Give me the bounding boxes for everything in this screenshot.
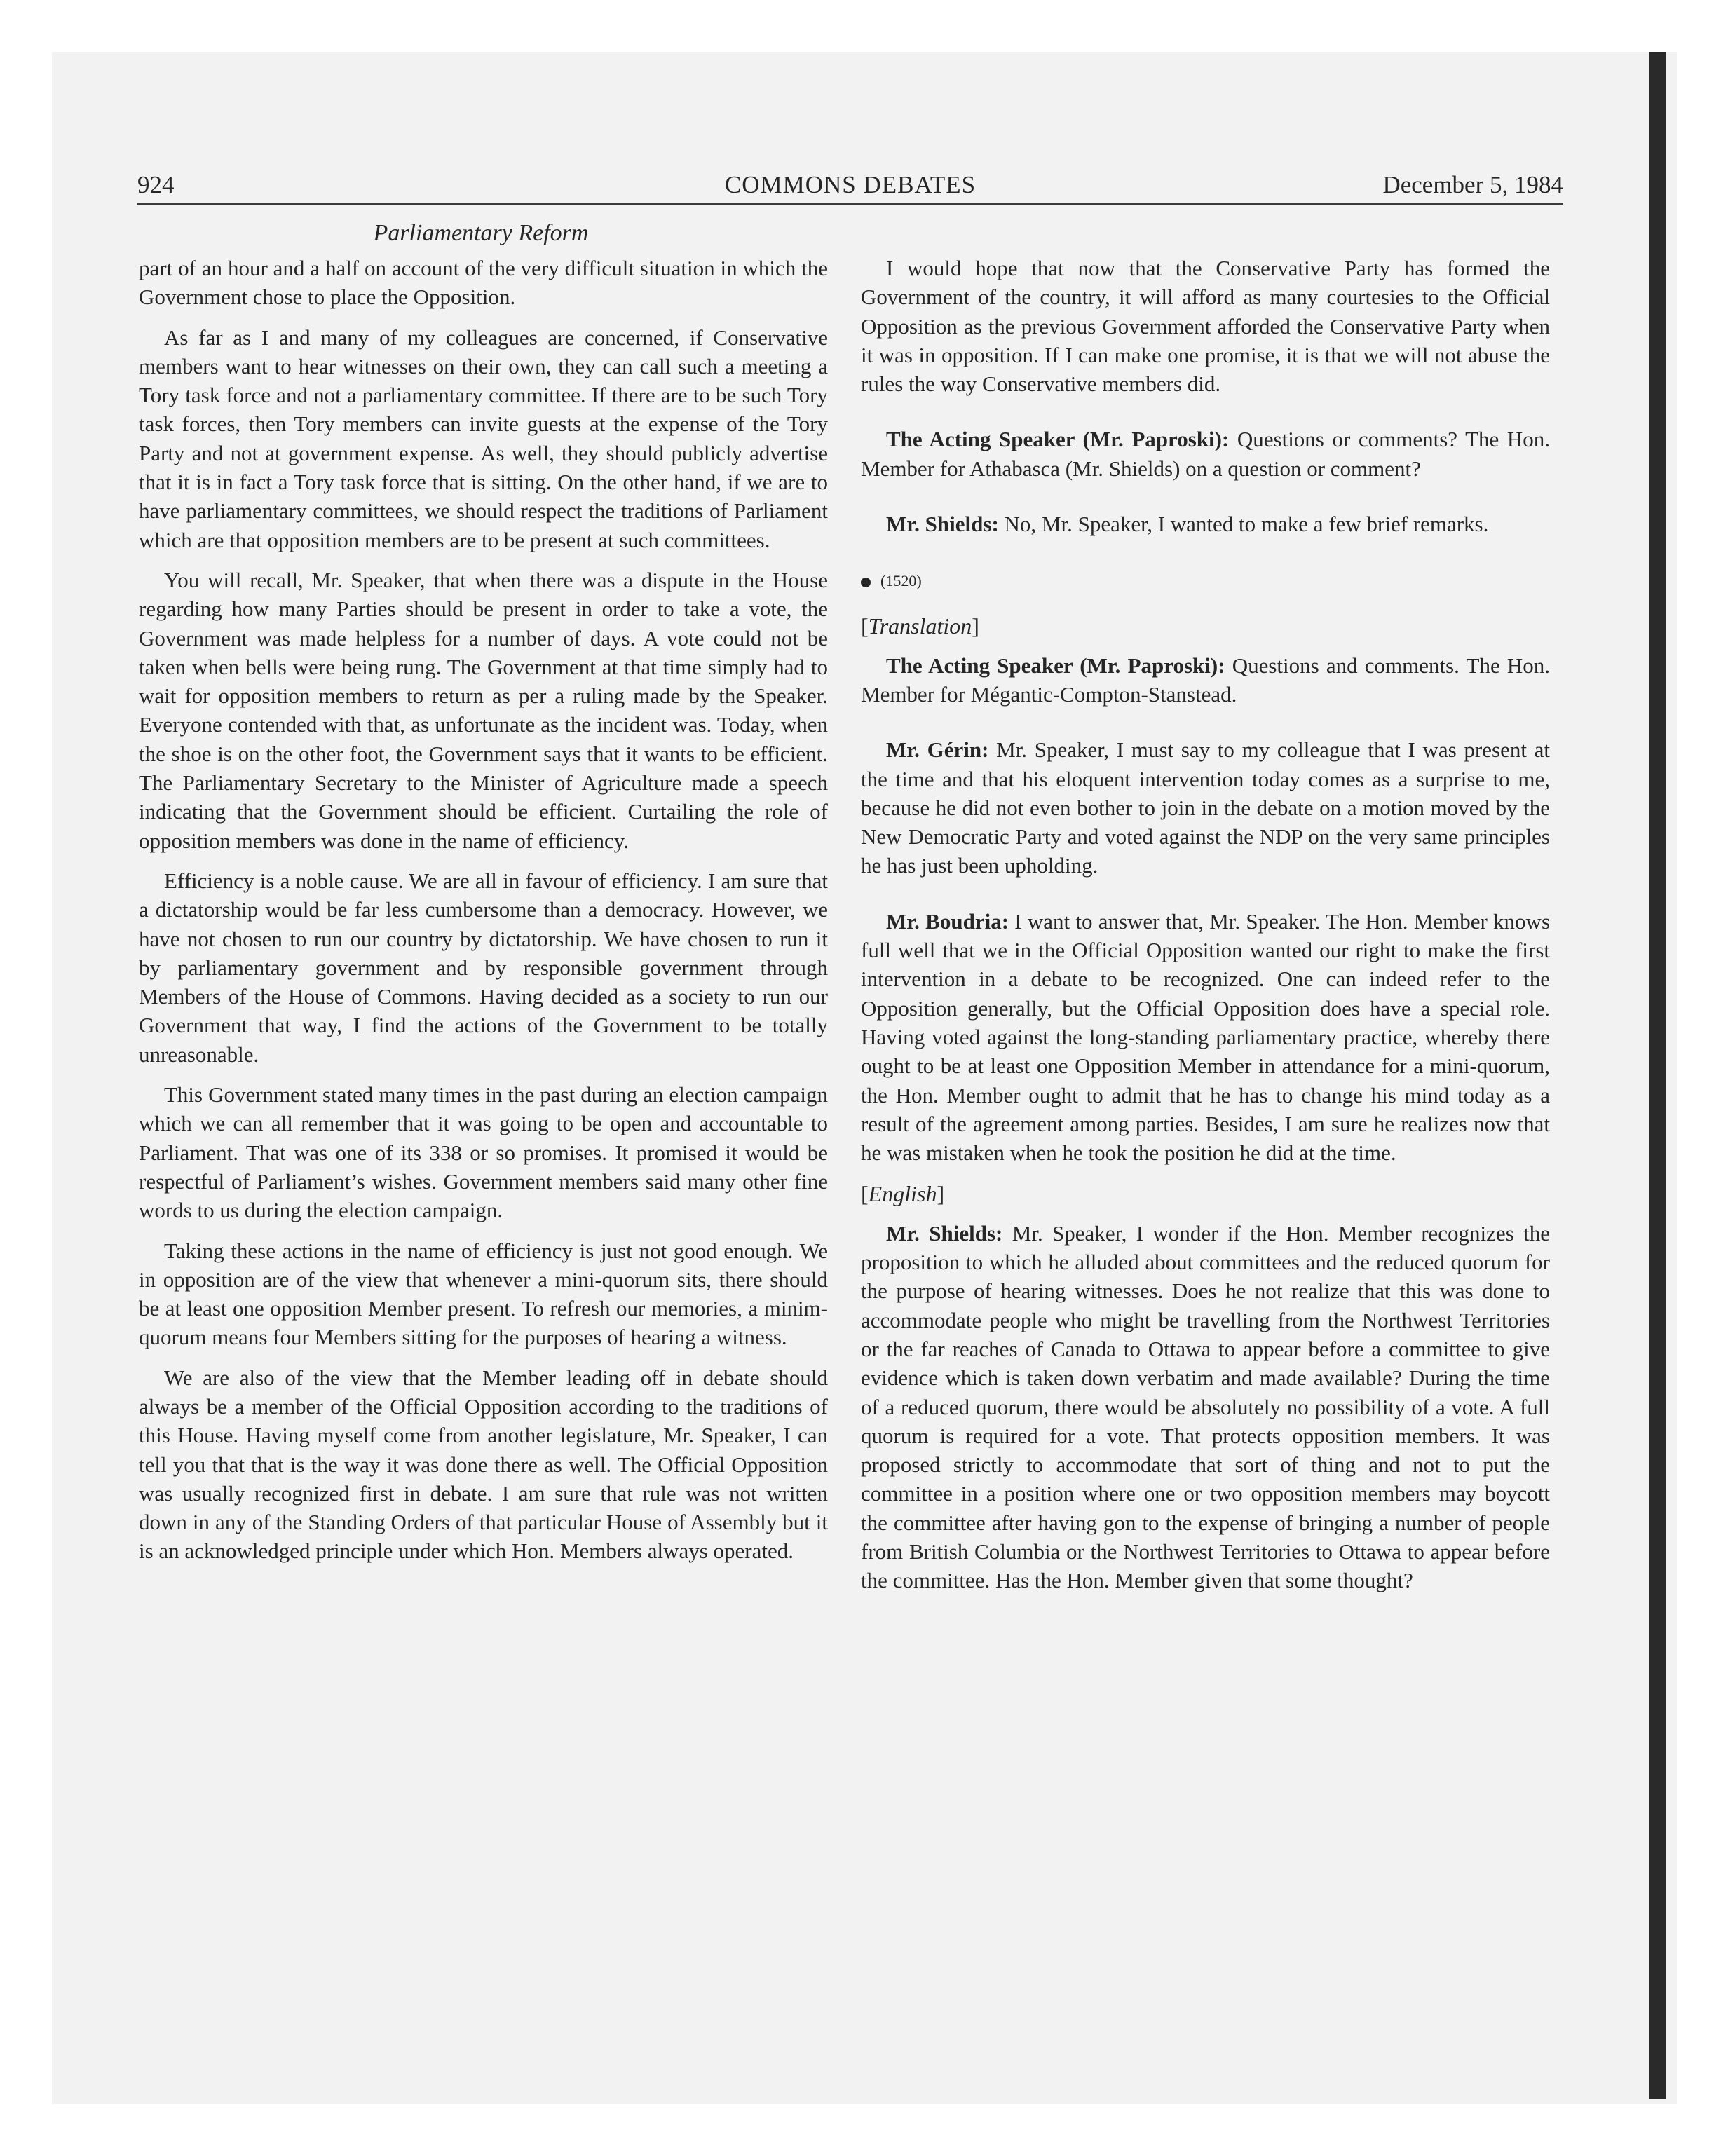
speech [861, 510, 1550, 538]
language-tag: [Translation] [861, 613, 979, 639]
paragraph: We are also of the view that the Member leading off in debate should always be a member of the Official Opposition according to the traditions of this House. Having myself come from another legislature, Mr. Speaker, I can tell you that that is the way it was done there as well. The Official Opposition was usually recognized first in debate. I am sure that rule was not written down in any of the Standing Orders of that particular House of Assembly but it is an acknowledged principle under which Hon. Members always operated. [139, 1365, 828, 1564]
speaker-name: Mr. Gérin: [886, 737, 989, 763]
speech-text: No, Mr. Speaker, I wanted to make a few brief remarks. [1004, 512, 1489, 537]
speaker-name: Mr. Shields: [886, 512, 999, 537]
time-marker [861, 566, 1550, 595]
paragraph: Taking these actions in the name of efficiency is just not good enough. We in opposition are of the view that whenever a mini-quorum sits, there should be at least one opposition Member present. To refresh our memories, a minim-quorum means four Members sitting for the purposes of hearing a witness. [139, 1238, 828, 1350]
paragraph: Efficiency is a noble cause. We are all in favour of efficiency. I am sure that a dictatorship would be far less cumbersome than a democracy. However, we have not chosen to run our country by dictatorship. We have chosen to run it by parliamentary government and by responsible government through Members of the House of Commons. Having decided as a society to run our Government that way, I find the actions of the Government to be totally unreasonable. [139, 868, 828, 1067]
issue-date: December 5, 1984 [1382, 171, 1563, 198]
speech-text: I want to answer that, Mr. Speaker. The Hon. Member knows full well that we in the Official Opposition wanted our right to make the first intervention in a debate to be recognized. One can indeed refer to the Opposition generally, but the Official Opposition does have a special role. Having voted against the long-standing parliamentary practice, whereby there ought to be at least one Opposition Member in attendance for a mini-quorum, the Hon. Member ought to admit that he has to change his mind today as a result of the agreement among parties. Besides, I am sure he realizes now that he was mistaken when he took the position he did at the time. [861, 908, 1551, 1166]
language-tag-text: English [868, 1181, 937, 1207]
right-column [861, 254, 1550, 1606]
paragraph: As far as I and many of my colleagues are concerned, if Conservative members want to hear witnesses on their own, they can call such a meeting a Tory task force and not a parliamentary committee. If there are to be such Tory task forces, then Tory members can invite guests at the expense of the Tory Party and not at government expense. As well, they should publicly advertise that it is in fact a Tory task force that is sitting. On the other hand, if we are to have parliamentary committees, we should respect the traditions of Parliament which are that opposition members are to be present at such committees. [139, 325, 828, 552]
header-rule [137, 203, 1563, 205]
page-header [137, 165, 1563, 205]
speech-text: Mr. Speaker, I wonder if the Hon. Member recognizes the proposition to which he alluded about committees and the reduced quorum for the purpose of hearing witnesses. Does he not realize that this was done to accommodate people who might be travelling from the Northwest Territories or the far reaches of Canada to Ottawa to appear before a committee to give evidence which is taken down verbatim and made available? During the time of a reduced quorum, there would be absolutely no possibility of a vote. A full quorum is required for a vote. That protects opposition members. It was proposed strictly to accommodate that sort of thing and not to put the committee in a position where one or two opposition members may boycott the committee after having gon to the expense of bringing a number of people from British Columbia or the Northwest Territories to Ottawa to appear before the committee. Has the Hon. Member given that some thought? [861, 1220, 1550, 1593]
speaker-name: The Acting Speaker (Mr. Paproski): [886, 653, 1225, 678]
scan-edge-shadow [1649, 52, 1666, 2099]
language-tag-text: Translation [868, 613, 972, 639]
paragraph: part of an hour and a half on account of the very difficult situation in which the Government chose to place the Opposition. [139, 256, 828, 310]
speech [861, 735, 1550, 880]
paragraph: You will recall, Mr. Speaker, that when there was a dispute in the House regarding how many Parties should be present in order to take a vote, the Government was made helpless for a number of days. A vote could not be taken when bells were being rung. The Government at that time simply had to wait for opposition members to return as per a ruling made by the Speaker. Everyone contended with that, as unfortunate as the incident was. Today, when the shoe is on the other foot, the Government says that it wants to be efficient. The Parliamentary Secretary to the Minister of Agriculture made a speech indicating that the Government should be efficient. Curtailing the role of opposition members was done in the name of efficiency. [139, 567, 828, 853]
speech [861, 651, 1550, 709]
journal-title: COMMONS DEBATES [724, 171, 977, 198]
speech-text: Questions or comments? The Hon. Member for Athabasca (Mr. Shields) on a question or comment? [861, 427, 1551, 481]
speech-text: Questions and comments. The Hon. Member for Mégantic-Compton-Stanstead. [861, 653, 1551, 707]
paragraph: This Government stated many times in the past during an election campaign which we can all remember that it was going to be open and accountable to Parliament. That was one of its 338 or so promises. It promised it would be respectful of Parliament’s wishes. Government members said many other fine words to us during the election campaign. [139, 1082, 828, 1223]
speaker-name: The Acting Speaker (Mr. Paproski): [886, 427, 1230, 452]
speech [861, 907, 1550, 1168]
time-marker-text: (1520) [880, 572, 922, 590]
page-number: 924 [137, 171, 175, 198]
speech-text: Mr. Speaker, I must say to my colleague that I was present at the time and that his eloquent intervention today comes as a surprise to me, because he did not even bother to join in the debate on a motion moved by the New Democratic Party and voted against the NDP on the very same principles he has just been upholding. [861, 737, 1550, 878]
section-title: Parliamentary Reform [373, 220, 589, 246]
left-column [139, 254, 828, 1577]
speaker-name: Mr. Shields: [886, 1220, 1003, 1246]
speaker-name: Mr. Boudria: [886, 908, 1009, 934]
language-tag: [English] [861, 1181, 945, 1207]
paragraph: I would hope that now that the Conservative Party has formed the Government of the country, it will afford as many courtesies to the Official Opposition as the previous Government afforded the Conservative Party when it was in opposition. If I can make one promise, it is that we will not abuse the rules the way Conservative members did. [861, 256, 1550, 397]
bullet-icon [861, 578, 871, 587]
speech [861, 1219, 1550, 1595]
speech [861, 425, 1550, 483]
